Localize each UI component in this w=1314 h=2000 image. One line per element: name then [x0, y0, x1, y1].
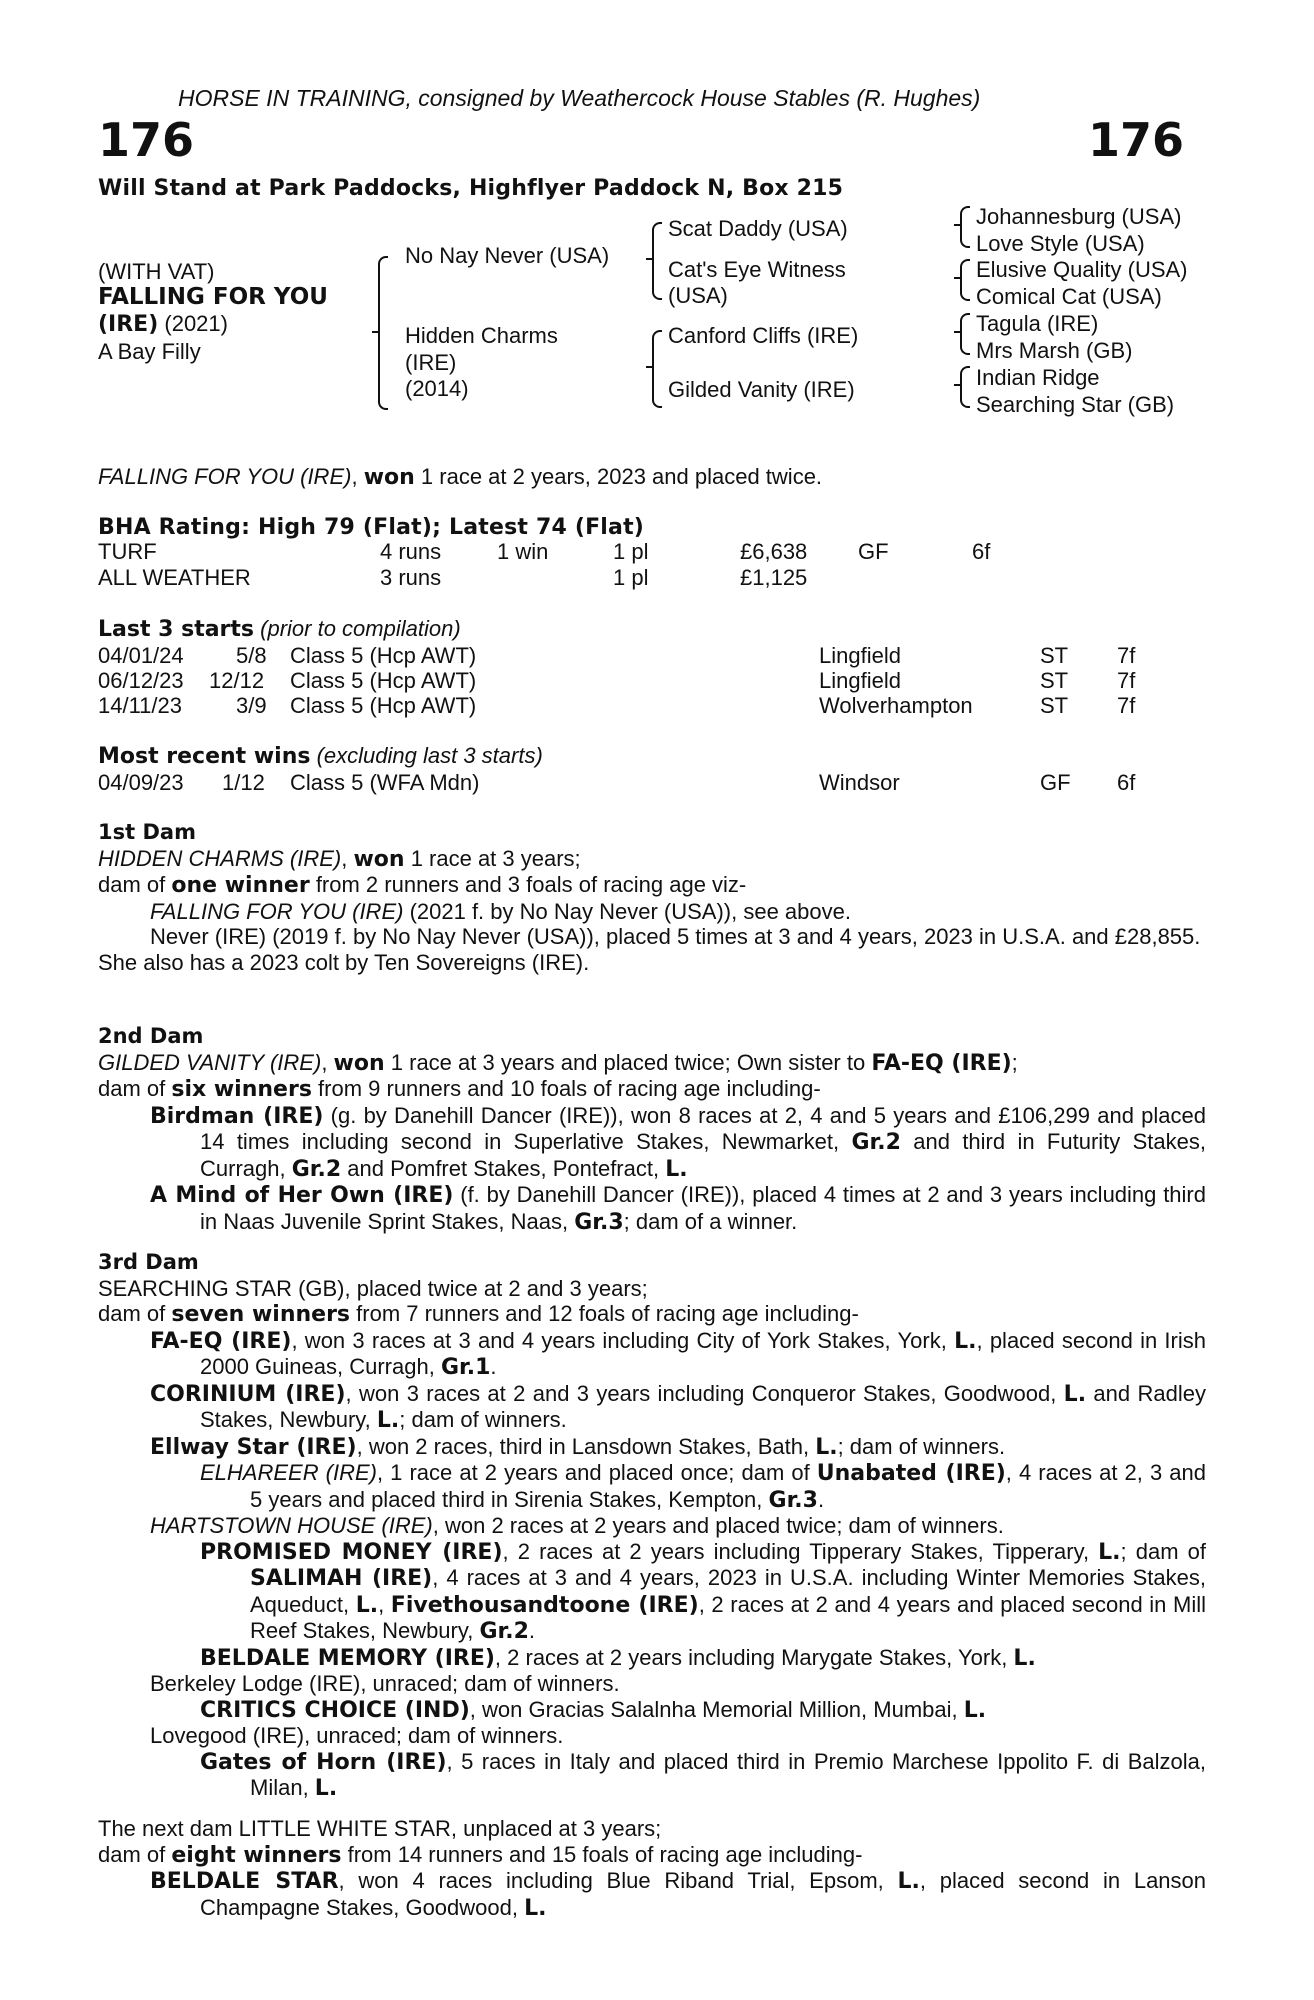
- start-class: Class 5 (Hcp AWT): [290, 643, 477, 668]
- grandparent-8: Searching Star (GB): [976, 392, 1175, 417]
- produce-entry: Ellway Star (IRE), won 2 races, third in Lansdown Stakes, Bath, L.; dam of winners.: [150, 1433, 1006, 1460]
- rating-cell: 1 win: [497, 539, 549, 564]
- grandparent-6: Mrs Marsh (GB): [976, 338, 1133, 363]
- produce-entry: A Mind of Her Own (IRE) (f. by Danehill Dancer (IRE)), placed 4 times at 2 and 3 years including third in Naas Juvenile Sprint Stakes, Naas, Gr.3; dam of a winner.: [150, 1182, 1206, 1235]
- start-distance: 7f: [1117, 693, 1136, 718]
- produce-entry: Lovegood (IRE), unraced; dam of winners.: [150, 1723, 564, 1748]
- grandparent-4: Comical Cat (USA): [976, 284, 1162, 309]
- start-course: Lingfield: [819, 668, 901, 693]
- start-class: Class 5 (Hcp AWT): [290, 693, 477, 718]
- grandparent-7: Indian Ridge: [976, 365, 1100, 390]
- second-dam-section: [98, 1024, 1206, 1235]
- first-dam-section: [98, 820, 1206, 975]
- stand-location: Will Stand at Park Paddocks, Highflyer Paddock N, Box 215: [98, 176, 844, 201]
- produce-note: She also has a 2023 colt by Ten Sovereigns (IRE).: [98, 949, 590, 975]
- start-distance: 7f: [1117, 668, 1136, 693]
- grandparent-3: Elusive Quality (USA): [976, 257, 1188, 282]
- pedigree-brace-sire: [652, 222, 662, 300]
- pedigree-brace-g34: [960, 259, 970, 301]
- recent-win-row: [0, 770, 1314, 795]
- summary-horse-name: FALLING FOR YOU (IRE): [98, 464, 352, 489]
- start-course: Wolverhampton: [819, 693, 973, 718]
- race-summary: FALLING FOR YOU (IRE), won 1 race at 2 years, 2023 and placed twice.: [98, 464, 823, 490]
- pedigree-brace-g12: [960, 206, 970, 248]
- horse-country: (IRE): [98, 312, 159, 337]
- start-date: 06/12/23: [98, 668, 184, 693]
- start-going: ST: [1040, 668, 1069, 693]
- sire-dam-line2: (USA): [668, 283, 728, 308]
- pedigree-brace-g56: [960, 313, 970, 355]
- pedigree-brace-dam: [652, 330, 662, 408]
- dam-produce-summary: dam of seven winners from 7 runners and 12 foals of racing age including-: [98, 1301, 859, 1327]
- pedigree-brace-main: [378, 256, 388, 410]
- horse-year: (2021): [158, 311, 228, 336]
- start-class: Class 5 (Hcp AWT): [290, 668, 477, 693]
- win-position: 1/12: [222, 770, 265, 795]
- rating-cell: 1 pl: [613, 565, 649, 590]
- vat-note: (WITH VAT): [98, 259, 215, 284]
- start-position: 3/9: [236, 693, 267, 718]
- dam-produce-summary: dam of eight winners from 14 runners and 15 foals of racing age including-: [98, 1841, 863, 1868]
- start-distance: 7f: [1117, 643, 1136, 668]
- pedigree-brace-sire-tip: [646, 258, 652, 260]
- pedigree-brace-g78-tip: [954, 384, 960, 386]
- recent-heading-bold: Most recent wins: [98, 744, 311, 769]
- pedigree-brace-g56-tip: [954, 331, 960, 333]
- sire: No Nay Never (USA): [405, 243, 610, 268]
- dam-line1: Hidden Charms: [405, 323, 558, 348]
- bha-rating-heading: BHA Rating: High 79 (Flat); Latest 74 (Flat): [98, 515, 645, 540]
- start-position: 5/8: [236, 643, 267, 668]
- recent-wins-heading: [98, 744, 543, 769]
- produce-entry: BELDALE STAR, won 4 races including Blue Riband Trial, Epsom, L., placed second in Lanson Champagne Stakes, Goodwood, L.: [150, 1868, 1207, 1921]
- horse-name: FALLING FOR YOU: [98, 284, 328, 310]
- produce-entry: Never (IRE) (2019 f. by No Nay Never (USA)), placed 5 times at 3 and 4 years, 2023 in U.S.A. and £28,855.: [150, 924, 1201, 949]
- produce-entry: CRITICS CHOICE (IND), won Gracias Salalnha Memorial Million, Mumbai, L.: [200, 1696, 987, 1723]
- last3-heading-bold: Last 3 starts: [98, 617, 255, 642]
- start-date: 04/01/24: [98, 643, 184, 668]
- last3-heading: [98, 617, 461, 642]
- produce-entry: Birdman (IRE) (g. by Danehill Dancer (IRE)), won 8 races at 2, 4 and 5 years and £106,299 and placed 14 times including second in Superlative Stakes, Newmarket, Gr.2 and third in Futurity Stakes, Curragh, Gr.2 and Pomfret Stakes, Pontefract, L.: [150, 1102, 1207, 1182]
- produce-entry: ELHAREER (IRE), 1 race at 2 years and placed once; dam of Unabated (IRE), 4 races at 2, 3 and 5 years and placed third in Sirenia Stakes, Kempton, Gr.3.: [200, 1460, 1206, 1513]
- rating-cell: 4 runs: [380, 539, 442, 564]
- win-class: Class 5 (WFA Mdn): [290, 770, 480, 795]
- summary-rest: 1 race at 2 years, 2023 and placed twice.: [414, 464, 823, 489]
- sire-sire: Scat Daddy (USA): [668, 216, 848, 241]
- start-row: [0, 643, 1314, 668]
- dam-record: GILDED VANITY (IRE), won 1 race at 3 years and placed twice; Own sister to FA-EQ (IRE);: [98, 1049, 1018, 1076]
- rating-cell: ALL WEATHER: [98, 565, 251, 590]
- pedigree-brace-g34-tip: [954, 277, 960, 279]
- dam-record: The next dam LITTLE WHITE STAR, unplaced at 3 years;: [98, 1816, 662, 1841]
- section-heading: 1st Dam: [98, 820, 196, 844]
- win-distance: 6f: [1117, 770, 1136, 795]
- dam-produce-summary: dam of one winner from 2 runners and 3 foals of racing age viz-: [98, 872, 747, 898]
- start-going: ST: [1040, 643, 1069, 668]
- start-course: Lingfield: [819, 643, 901, 668]
- dam-sire: Canford Cliffs (IRE): [668, 323, 859, 348]
- pedigree-brace-g78: [960, 366, 970, 408]
- produce-entry: Berkeley Lodge (IRE), unraced; dam of winners.: [150, 1671, 620, 1696]
- start-row: [0, 668, 1314, 693]
- pedigree-brace-main-tip: [372, 331, 378, 333]
- dam-produce-summary: dam of six winners from 9 runners and 10 foals of racing age including-: [98, 1076, 821, 1102]
- horse-description: A Bay Filly: [98, 339, 201, 364]
- lot-number-right: 176: [1088, 113, 1185, 167]
- rating-cell: TURF: [98, 539, 157, 564]
- rating-cell: 1 pl: [613, 539, 649, 564]
- section-heading: 3rd Dam: [98, 1250, 199, 1274]
- lot-number-left: 176: [98, 113, 195, 167]
- produce-entry: FALLING FOR YOU (IRE) (2021 f. by No Nay Never (USA)), see above.: [150, 898, 851, 924]
- summary-won: won: [363, 465, 415, 490]
- dam-line3: (2014): [405, 376, 469, 401]
- next-dam-section: [98, 1816, 1206, 1921]
- produce-entry: BELDALE MEMORY (IRE), 2 races at 2 years including Marygate Stakes, York, L.: [200, 1644, 1036, 1671]
- rating-cell: 6f: [972, 539, 991, 564]
- win-going: GF: [1040, 770, 1071, 795]
- grandparent-1: Johannesburg (USA): [976, 204, 1182, 229]
- grandparent-2: Love Style (USA): [976, 231, 1145, 256]
- rating-cell: £1,125: [740, 565, 808, 590]
- start-going: ST: [1040, 693, 1069, 718]
- recent-heading-note: (excluding last 3 starts): [310, 743, 543, 768]
- produce-entry: HARTSTOWN HOUSE (IRE), won 2 races at 2 years and placed twice; dam of winners.: [150, 1513, 1004, 1538]
- grandparent-5: Tagula (IRE): [976, 311, 1099, 336]
- section-heading: 2nd Dam: [98, 1024, 204, 1048]
- start-row: [0, 693, 1314, 718]
- dam-dam: Gilded Vanity (IRE): [668, 377, 855, 402]
- consignment-line: HORSE IN TRAINING, consigned by Weathercock House Stables (R. Hughes): [178, 85, 981, 111]
- rating-cell: GF: [858, 539, 889, 564]
- win-date: 04/09/23: [98, 770, 184, 795]
- rating-row-aw: [0, 565, 1314, 590]
- dam-record: HIDDEN CHARMS (IRE), won 1 race at 3 years;: [98, 845, 581, 872]
- win-course: Windsor: [819, 770, 900, 795]
- pedigree-brace-dam-tip: [646, 366, 652, 368]
- last3-heading-note: (prior to compilation): [254, 616, 461, 641]
- start-position: 12/12: [209, 668, 265, 693]
- rating-row-turf: [0, 539, 1314, 564]
- pedigree-brace-g12-tip: [954, 224, 960, 226]
- third-dam-section: [98, 1250, 1206, 1802]
- dam-record: SEARCHING STAR (GB), placed twice at 2 and 3 years;: [98, 1275, 648, 1301]
- dam-line2: (IRE): [405, 350, 457, 375]
- produce-entry: CORINIUM (IRE), won 3 races at 2 and 3 years including Conqueror Stakes, Goodwood, L. and Radley Stakes, Newbury, L.; dam of winners.: [150, 1380, 1206, 1433]
- start-date: 14/11/23: [98, 693, 183, 718]
- rating-cell: 3 runs: [380, 565, 442, 590]
- sire-dam-line1: Cat's Eye Witness: [668, 257, 846, 282]
- horse-name-line2: [98, 312, 228, 337]
- produce-entry: FA-EQ (IRE), won 3 races at 3 and 4 years including City of York Stakes, York, L., placed second in Irish 2000 Guineas, Curragh, Gr.1.: [150, 1327, 1206, 1380]
- produce-entry: Gates of Horn (IRE), 5 races in Italy and placed third in Premio Marchese Ippolito F. di Balzola, Milan, L.: [200, 1748, 1206, 1801]
- rating-cell: £6,638: [740, 539, 808, 564]
- produce-entry: PROMISED MONEY (IRE), 2 races at 2 years including Tipperary Stakes, Tipperary, L.; dam of SALIMAH (IRE), 4 races at 3 and 4 years, 2023 in U.S.A. including Winter Memories Stakes, Aqueduct, L., Fivethousandtoone (IRE), 2 races at 2 and 4 years and placed second in Mill Reef Stakes, Newbury, Gr.2.: [200, 1538, 1207, 1644]
